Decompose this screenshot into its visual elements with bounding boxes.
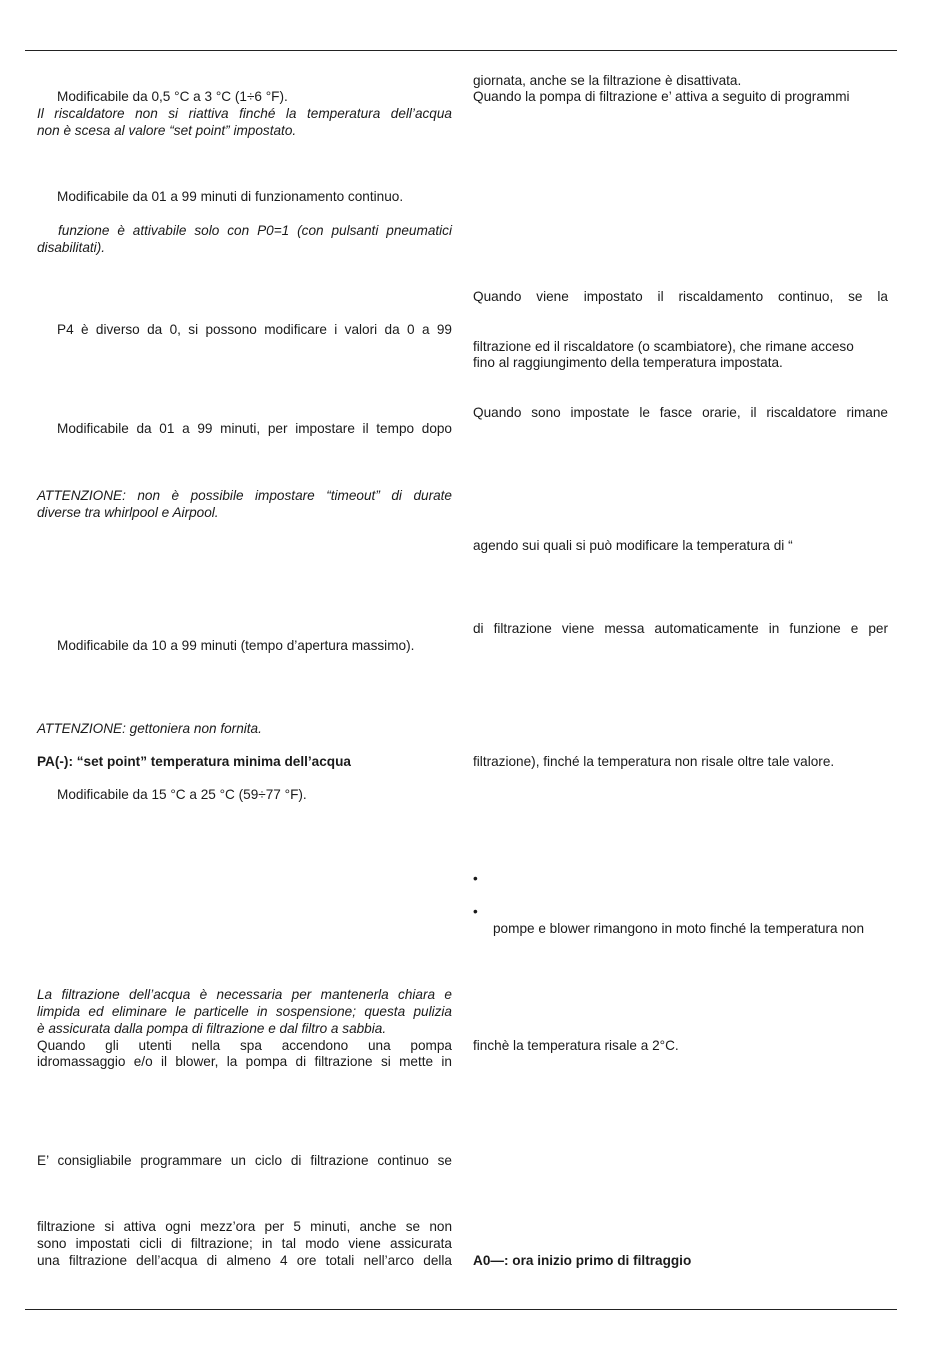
paragraph-line: filtrazione si attiva ogni mezz’ora per 5 minuti, anche se non: [37, 1219, 452, 1234]
paragraph-line: Modificabile da 01 a 99 minuti, per impostare il tempo dopo: [57, 421, 452, 436]
paragraph-line: La filtrazione dell’acqua è necessaria per mantenerla chiara e: [37, 987, 452, 1002]
paragraph-line: limpida ed eliminare le particelle in sospensione; questa pulizia: [37, 1004, 452, 1019]
paragraph-line: Il riscaldatore non si riattiva finché la temperatura dell’acqua: [37, 106, 452, 121]
paragraph-line: disabilitati).: [37, 240, 105, 255]
paragraph-line: di filtrazione viene messa automaticamente in funzione e per: [473, 621, 888, 636]
top-rule: [25, 50, 897, 51]
bottom-rule: [25, 1309, 897, 1310]
paragraph: Modificabile da 15 °C a 25 °C (59÷77 °F).: [57, 787, 307, 802]
paragraph-line: non è scesa al valore “set point” impostato.: [37, 123, 297, 138]
bullet-marker: •: [473, 871, 478, 886]
paragraph-line: ATTENZIONE: non è possibile impostare “timeout” di durate: [37, 488, 452, 503]
paragraph-line: filtrazione), finché la temperatura non risale oltre tale valore.: [473, 754, 835, 769]
paragraph: Modificabile da 0,5 °C a 3 °C (1÷6 °F).: [57, 89, 288, 104]
paragraph-line: diverse tra whirlpool e Airpool.: [37, 505, 219, 520]
paragraph: ATTENZIONE: gettoniera non fornita.: [37, 721, 262, 736]
paragraph: Modificabile da 10 a 99 minuti (tempo d’apertura massimo).: [57, 638, 415, 653]
paragraph-line: idromassaggio e/o il blower, la pompa di filtrazione si mette in: [37, 1054, 452, 1069]
paragraph-line: Quando viene impostato il riscaldamento continuo, se la: [473, 289, 888, 304]
paragraph-line: una filtrazione dell’acqua di almeno 4 ore totali nell’arco della: [37, 1253, 452, 1268]
section-heading: PA(-): “set point” temperatura minima dell’acqua: [37, 754, 351, 769]
paragraph-line: sono impostati cicli di filtrazione; in tal modo viene assicurata: [37, 1236, 452, 1251]
bullet-text: pompe e blower rimangono in moto finché la temperatura non: [493, 921, 865, 936]
paragraph-line: E’ consigliabile programmare un ciclo di filtrazione continuo se: [37, 1153, 452, 1168]
paragraph-line: è assicurata dalla pompa di filtrazione e dal filtro a sabbia.: [37, 1021, 387, 1036]
paragraph-line: Quando la pompa di filtrazione e’ attiva a seguito di programmi: [473, 89, 850, 104]
paragraph-line: Quando sono impostate le fasce orarie, il riscaldatore rimane: [473, 405, 888, 420]
paragraph-line: agendo sui quali si può modificare la temperatura di “: [473, 538, 793, 553]
paragraph-line: fino al raggiungimento della temperatura impostata.: [473, 355, 783, 370]
paragraph-line: Quando gli utenti nella spa accendono una pompa: [37, 1038, 452, 1053]
paragraph-line: P4 è diverso da 0, si possono modificare i valori da 0 a 99: [57, 322, 452, 337]
paragraph-line: funzione è attivabile solo con P0=1 (con pulsanti pneumatici: [58, 223, 452, 238]
paragraph-line: finchè la temperatura risale a 2°C.: [473, 1038, 679, 1053]
paragraph: Modificabile da 01 a 99 minuti di funzionamento continuo.: [57, 189, 404, 204]
section-heading: A0—: ora inizio primo di filtraggio: [473, 1253, 692, 1268]
paragraph-line: giornata, anche se la filtrazione è disattivata.: [473, 73, 742, 88]
bullet-marker: •: [473, 904, 478, 919]
paragraph-line: filtrazione ed il riscaldatore (o scambiatore), che rimane acceso: [473, 339, 854, 354]
